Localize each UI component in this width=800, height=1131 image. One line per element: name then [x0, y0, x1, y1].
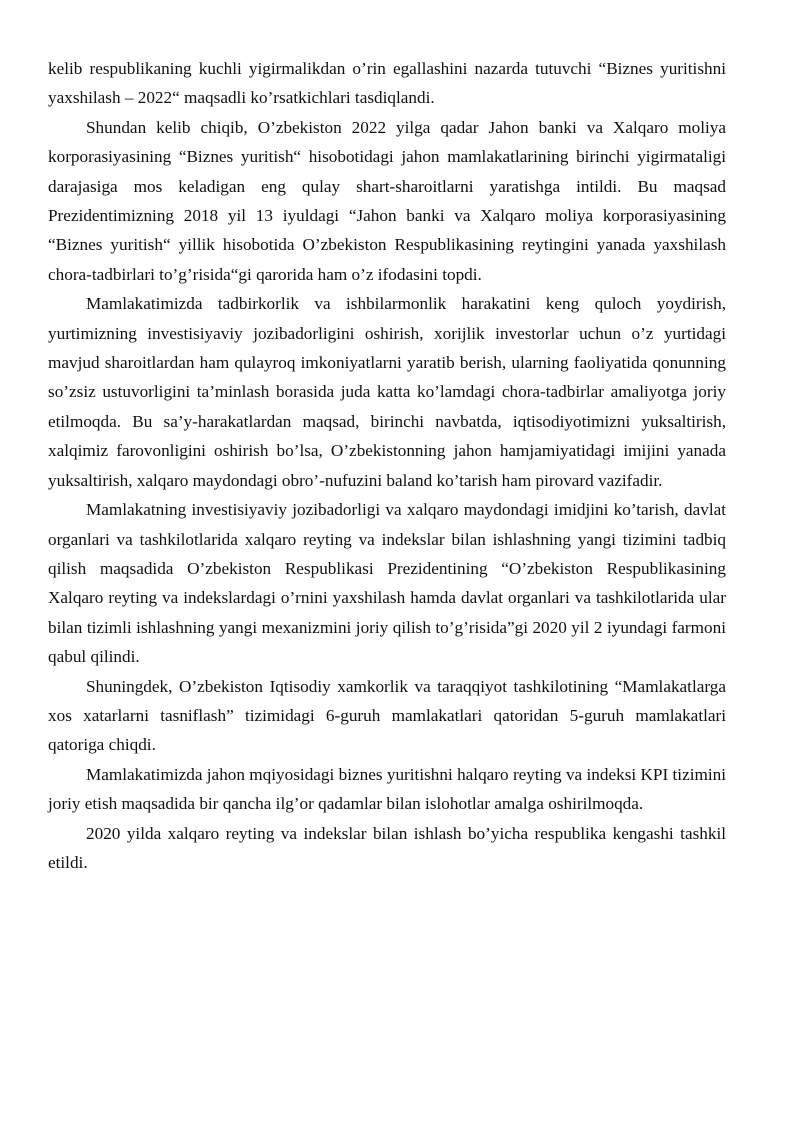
paragraph-entrepreneurship-measures: Mamlakatimizda tadbirkorlik va ishbilarmonlik harakatini keng quloch yoydirish, yurtimizning investisiyaviy jozibadorligini oshirish, xorijlik investorlar uchun o’z yurtidagi mavjud sharoitlardan ham qulayroq imkoniyatlarni yaratib berish, ularning faoliyatida qonunning so’zsiz ustuvorligini ta’minlash borasida juda katta ko’lamdagi chora-tadbirlar amaliyotga joriy etilmoqda. Bu sa’y-harakatlardan maqsad, birinchi navbatda, iqtisodiyotimizni yuksaltirish, xalqimiz farovonligini oshirish bo’lsa, O’zbekistonning jahon hamjamiyatidagi imijini yanada yuksaltirish, xalqaro maydondagi obro’-nufuzini baland ko’tarish ham pirovard vazifadir. [48, 294, 726, 490]
document-page [48, 54, 726, 877]
paragraph-oecd-risk-group: Shuningdek, O’zbekiston Iqtisodiy xamkorlik va taraqqiyot tashkilotining “Mamlakatlarga xos xatarlarni tasniflash” tizimidagi 6-guruh mamlakatlari qatoridan 5-guruh mamlakatlari qatoriga chiqdi. [48, 676, 726, 755]
paragraph-continuation: kelib respublikaning kuchli yigirmalikdan o’rin egallashini nazarda tutuvchi “Biznes yuritishni yaxshilash – 2022“ maqsadli ko’rsatkichlari tasdiqlandi. [48, 59, 726, 108]
paragraph-kpi-reforms: Mamlakatimizda jahon mqiyosidagi biznes yuritishni halqaro reyting va indeksi KPI tizimini joriy etish maqsadida bir qancha ilg’or qadamlar bilan islohotlar amalga oshirilmoqda. [48, 764, 726, 814]
paragraph-doing-business-goal: Shundan kelib chiqib, O’zbekiston 2022 yilga qadar Jahon banki va Xalqaro moliya korporasiyasining “Biznes yuritish“ hisobotidagi jahon mamlakatlarining birinchi yigirmataligi darajasiga mos keladigan eng qulay shart-sharoitlarni yaratishga intildi. Bu maqsad Prezidentimizning 2018 yil 13 iyuldagi “Jahon banki va Xalqaro moliya korporasiyasining “Biznes yuritish“ yillik hisobotida O’zbekiston Respublikasining reytingini yanada yaxshilash chora-tadbirlari to’g’risida“gi qarorida ham o’z ifodasini topdi. [48, 117, 726, 284]
paragraph-presidential-decree: Mamlakatning investisiyaviy jozibadorligi va xalqaro maydondagi imidjini ko’tarish, davlat organlari va tashkilotlarida xalqaro reyting va indekslar bilan ishlashning yangi tizimini tadbiq qilish maqsadida O’zbekiston Respublikasi Prezidentining “O’zbekiston Respublikasining Xalqaro reyting va indekslardagi o’rnini yaxshilash hamda davlat organlari va tashkilotlarida ular bilan tizimli ishlashning yangi mexanizmini joriy qilish to’g’risida”gi 2020 yil 2 iyundagi farmoni qabul qilindi. [48, 500, 726, 667]
paragraph-republic-council: 2020 yilda xalqaro reyting va indekslar bilan ishlash bo’yicha respublika kengashi tashkil etildi. [48, 823, 726, 872]
